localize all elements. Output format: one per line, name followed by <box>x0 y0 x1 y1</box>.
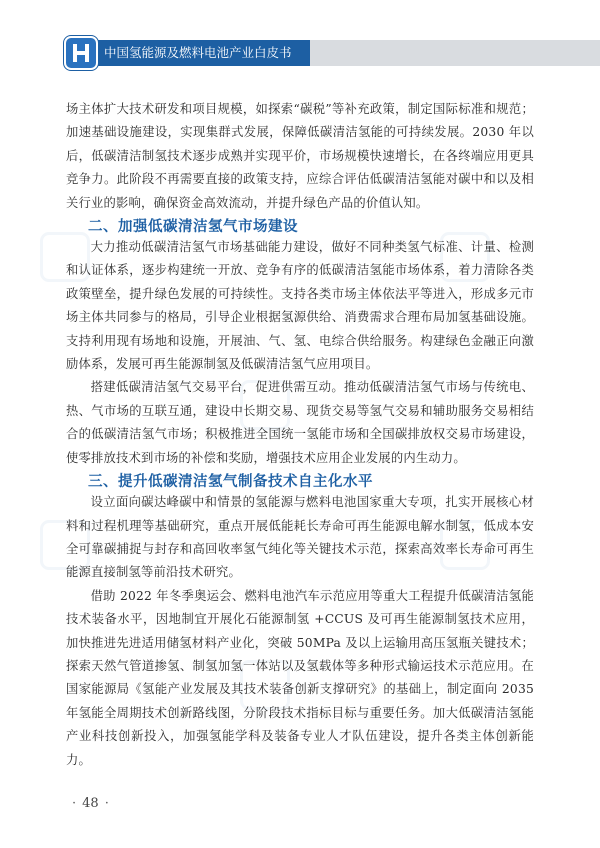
paragraph: 借助 2022 年冬季奥运会、燃料电池汽车示范应用等重大工程提升低碳清洁氢能技术装备水平，因地制宜开展化石能源制氢 +CCUS 及可再生能源制氢技术应用，加快推进先进适用储氢材料产业化，突破 50MPa 及以上运输用高压氢瓶关键技术；探索天然气管道掺氢、制氢加氢一体站以及氢载体等多种形式输运技术示范应用。在国家能源局《氢能产业发展及其技术装备创新支撑研究》的基础上，制定面向 2035 年氢能全周期技术创新路线图，分阶段技术指标目标与重要任务。加大低碳清洁氢能产业科技创新投入，加强氢能学科及装备专业人才队伍建设，提升各类主体创新能力。 <box>66 588 534 767</box>
section-heading: 三、提升低碳清洁氢气制备技术自主化水平 <box>88 474 373 491</box>
page-body <box>66 98 534 772</box>
header-title: 中国氢能源及燃料电池产业白皮书 <box>104 45 292 60</box>
section-heading: 二、加强低碳清洁氢气市场建设 <box>88 219 298 236</box>
paragraph: 设立面向碳达峰碳中和情景的氢能源与燃料电池国家重大专项，扎实开展核心材料和过程机理等基础研究，重点开展低能耗长寿命可再生能源电解水制氢，低成本安全可靠碳捕捉与封存和高回收率氢气纯化等关键技术示范，探索高效率长寿命可再生能源直接制氢等前沿技术研究。 <box>66 495 534 580</box>
paragraph: 搭建低碳清洁氢气交易平台，促进供需互动。推动低碳清洁氢气市场与传统电、热、气市场的互联互通，建设中长期交易、现货交易等氢气交易和辅助服务交易相结合的低碳清洁氢气市场；积极推进全国统一氢能市场和全国碳排放权交易市场建设，使零排放技术到市场的补偿和奖励，增强技术应用企业发展的内生动力。 <box>66 380 534 465</box>
h-logo-icon <box>64 36 98 70</box>
page-dot-left: · <box>72 796 77 811</box>
page-number <box>66 796 115 811</box>
paragraph: 场主体扩大技术研发和项目规模，如探索“碳税”等补充政策，制定国际标准和规范；加速基础设施建设，实现集群式发展，保障低碳清洁氢能的可持续发展。2030 年以后，低碳清洁制氢技术逐步成熟并实现平价，市场规模快速增长，在各终端应用更具竞争力。此阶段不再需要直接的政策支持，应综合评估低碳清洁氢能对碳中和以及相关行业的影响，确保资金高效流动，并提升绿色产品的价值认知。 <box>66 102 534 210</box>
paragraph: 大力推动低碳清洁氢气市场基础能力建设，做好不同种类氢气标准、计量、检测和认证体系，逐步构建统一开放、竞争有序的低碳清洁氢能市场体系，着力清除各类政策壁垒，提升绿色发展的可持续性。支持各类市场主体依法平等进入，形成多元市场主体共同参与的格局，引导企业根据氢源供给、消费需求合理布局加氢基础设施。支持利用现有场地和设施，开展油、气、氢、电综合供给服务。构建绿色金融正向激励体系，发展可再生能源制氢及低碳清洁氢气应用项目。 <box>66 240 534 372</box>
page-header <box>0 0 600 70</box>
page-number-value: 48 <box>82 796 99 811</box>
page-dot-right: · <box>104 796 109 811</box>
